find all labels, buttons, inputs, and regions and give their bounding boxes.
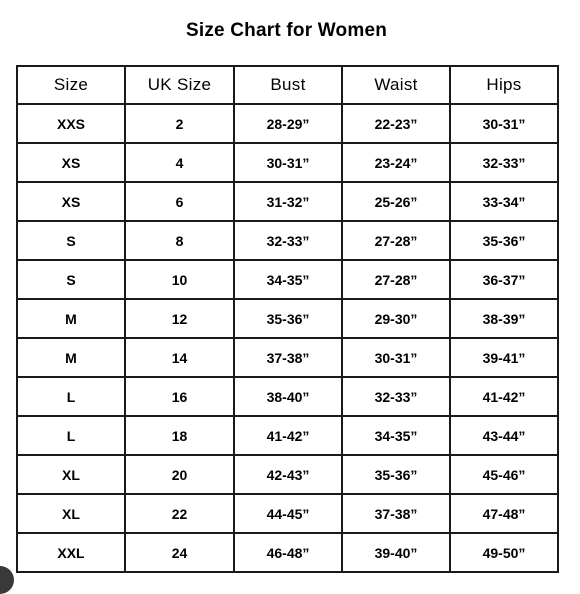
table-header-row — [17, 66, 558, 104]
cell-bust: 38-40” — [234, 377, 342, 416]
cell-hips: 32-33” — [450, 143, 558, 182]
cell-size: M — [17, 338, 125, 377]
cell-bust: 35-36” — [234, 299, 342, 338]
table-row — [17, 182, 558, 221]
cell-waist: 25-26” — [342, 182, 450, 221]
table-row — [17, 104, 558, 143]
cell-size: L — [17, 416, 125, 455]
table-row — [17, 455, 558, 494]
cell-size: XL — [17, 455, 125, 494]
cell-bust: 42-43” — [234, 455, 342, 494]
cell-uk-size: 18 — [125, 416, 234, 455]
column-header-waist: Waist — [342, 66, 450, 104]
cell-hips: 39-41” — [450, 338, 558, 377]
cell-size: XXL — [17, 533, 125, 572]
table-row — [17, 338, 558, 377]
cell-hips: 38-39” — [450, 299, 558, 338]
table-body — [17, 104, 558, 572]
cell-uk-size: 2 — [125, 104, 234, 143]
cell-uk-size: 4 — [125, 143, 234, 182]
cell-bust: 31-32” — [234, 182, 342, 221]
cell-uk-size: 22 — [125, 494, 234, 533]
table-row — [17, 416, 558, 455]
cell-waist: 37-38” — [342, 494, 450, 533]
cell-waist: 27-28” — [342, 221, 450, 260]
cell-bust: 30-31” — [234, 143, 342, 182]
cell-uk-size: 6 — [125, 182, 234, 221]
column-header-uk-size: UK Size — [125, 66, 234, 104]
cell-bust: 41-42” — [234, 416, 342, 455]
table-row — [17, 377, 558, 416]
cell-waist: 39-40” — [342, 533, 450, 572]
cell-uk-size: 12 — [125, 299, 234, 338]
cell-size: L — [17, 377, 125, 416]
cell-bust: 34-35” — [234, 260, 342, 299]
cell-hips: 36-37” — [450, 260, 558, 299]
cell-uk-size: 20 — [125, 455, 234, 494]
cell-waist: 35-36” — [342, 455, 450, 494]
cell-waist: 34-35” — [342, 416, 450, 455]
cell-hips: 33-34” — [450, 182, 558, 221]
column-header-hips: Hips — [450, 66, 558, 104]
cell-hips: 30-31” — [450, 104, 558, 143]
cell-waist: 27-28” — [342, 260, 450, 299]
cell-uk-size: 14 — [125, 338, 234, 377]
corner-overlay-shape — [0, 566, 14, 594]
cell-hips: 35-36” — [450, 221, 558, 260]
cell-size: XS — [17, 143, 125, 182]
cell-hips: 47-48” — [450, 494, 558, 533]
table-row — [17, 533, 558, 572]
column-header-size: Size — [17, 66, 125, 104]
cell-waist: 32-33” — [342, 377, 450, 416]
cell-waist: 29-30” — [342, 299, 450, 338]
cell-uk-size: 16 — [125, 377, 234, 416]
cell-uk-size: 24 — [125, 533, 234, 572]
table-row — [17, 143, 558, 182]
cell-bust: 32-33” — [234, 221, 342, 260]
table-row — [17, 494, 558, 533]
cell-bust: 37-38” — [234, 338, 342, 377]
cell-hips: 41-42” — [450, 377, 558, 416]
column-header-bust: Bust — [234, 66, 342, 104]
cell-uk-size: 8 — [125, 221, 234, 260]
cell-hips: 45-46” — [450, 455, 558, 494]
cell-bust: 44-45” — [234, 494, 342, 533]
cell-size: M — [17, 299, 125, 338]
cell-bust: 28-29” — [234, 104, 342, 143]
cell-waist: 22-23” — [342, 104, 450, 143]
cell-size: S — [17, 221, 125, 260]
size-chart-table — [16, 65, 559, 573]
cell-uk-size: 10 — [125, 260, 234, 299]
table-row — [17, 260, 558, 299]
cell-hips: 49-50” — [450, 533, 558, 572]
cell-bust: 46-48” — [234, 533, 342, 572]
cell-waist: 23-24” — [342, 143, 450, 182]
cell-size: XXS — [17, 104, 125, 143]
cell-size: XL — [17, 494, 125, 533]
cell-size: XS — [17, 182, 125, 221]
cell-size: S — [17, 260, 125, 299]
cell-waist: 30-31” — [342, 338, 450, 377]
page-title: Size Chart for Women — [185, 20, 388, 41]
table-row — [17, 221, 558, 260]
table-row — [17, 299, 558, 338]
cell-hips: 43-44” — [450, 416, 558, 455]
